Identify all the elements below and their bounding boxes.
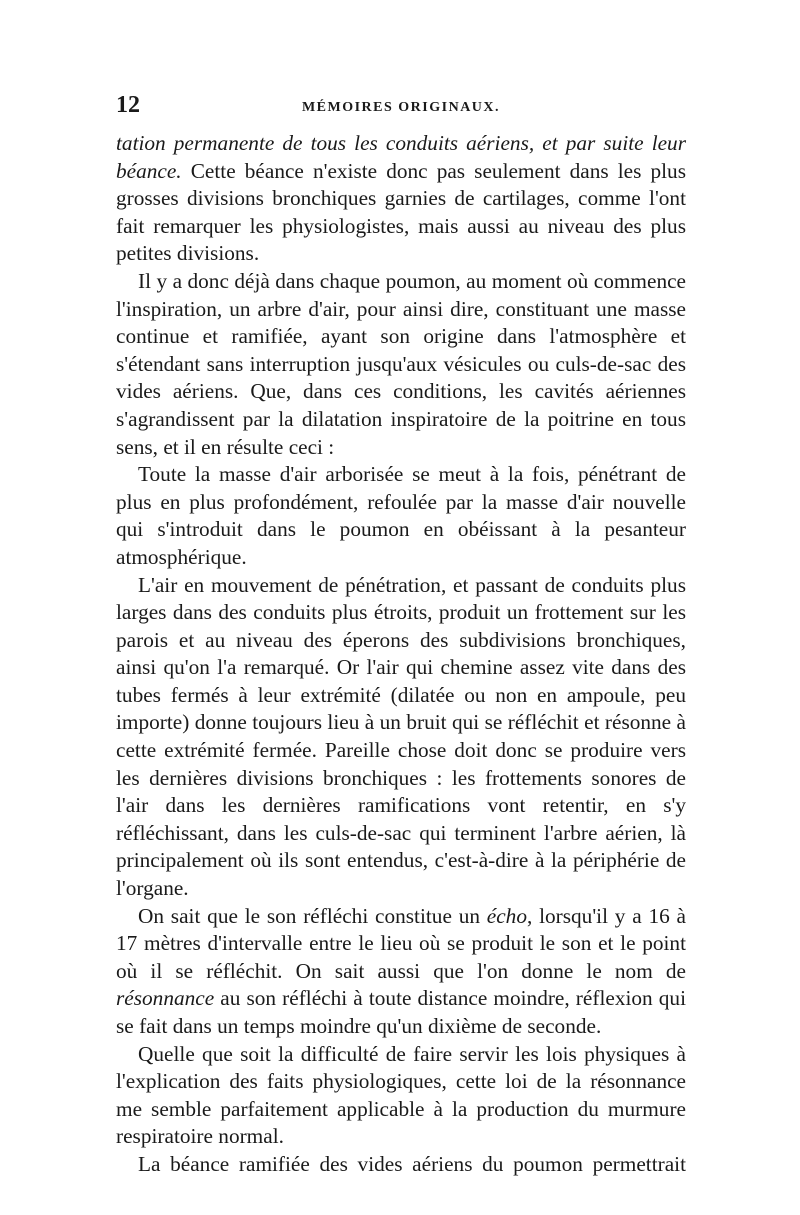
paragraph-text: On sait que le son réfléchi constitue un — [138, 903, 487, 928]
text-body — [116, 130, 686, 1179]
paragraph-5 — [116, 903, 686, 1041]
paragraph-1 — [116, 130, 686, 268]
running-head: MÉMOIRES ORIGINAUX. — [301, 100, 501, 115]
paragraph-4: L'air en mouvement de pénétration, et passant de conduits plus larges dans des conduits plus étroits, produit un frottement sur les parois et au niveau des éperons des subdivisions bronchiques, ainsi qu'on l'a remarqué. Or l'air qui chemine assez vite dans des tubes fermés à leur extrémité (dilatée ou non en ampoule, peu importe) donne toujours lieu à un bruit qui se réfléchit et résonne à cette extrémité fermée. Pareille chose doit donc se produire vers les dernières divisions bronchiques : les frottements sonores de l'air dans les dernières ramifications vont retentir, en s'y réfléchissant, dans les culs-de-sac qui terminent l'arbre aérien, là principalement où ils sont entendus, c'est-à-dire à la périphérie de l'organe. — [116, 572, 686, 901]
paragraph-text: , lorsqu'il y a 16 à 17 mètres d'intervalle entre le lieu où se produit le son et le point où il se réfléchit. On sait aussi que l'on donne le nom de — [116, 903, 686, 983]
paragraph-6: Quelle que soit la difficulté de faire servir les lois physiques à l'explication des faits physiologiques, cette loi de la résonnance me semble parfaitement applicable à la production du murmure respiratoire normal. — [116, 1041, 686, 1149]
paragraph-7: La béance ramifiée des vides aériens du poumon permettrait — [138, 1151, 686, 1176]
page-header — [116, 92, 686, 122]
italic-term-resonnance: résonnance — [116, 986, 215, 1011]
page-number: 12 — [116, 92, 140, 118]
paragraph-2: Il y a donc déjà dans chaque poumon, au moment où commence l'inspiration, un arbre d'air, pour ainsi dire, constituant une masse continue et ramifiée, ayant son origine dans l'atmosphère et s'étendant sans interruption jusqu'aux vésicules ou culs-de-sac des vides aériens. Que, dans ces conditions, les cavités aériennes s'agrandissent par la dilatation inspiratoire de la poitrine en tous sens, et il en résulte ceci : — [116, 268, 686, 459]
paragraph-text: Cette béance n'existe donc pas seulement dans les plus grosses divisions bronchiques garnies de cartilages, comme l'ont fait remarquer les physiologistes, mais aussi au niveau des plus petites divisions. — [116, 158, 686, 266]
italic-lead: tation permanente de tous les conduits aériens, et par suite leur béance. — [116, 131, 686, 183]
paragraph-text: au son réfléchi à toute distance moindre, réflexion qui se fait dans un temps moindre qu'un dixième de seconde. — [116, 986, 686, 1038]
italic-term-echo: écho — [486, 903, 527, 928]
paragraph-3: Toute la masse d'air arborisée se meut à la fois, pénétrant de plus en plus profondément, refoulée par la masse d'air nouvelle qui s'introduit dans le poumon en obéissant à la pesanteur atmosphérique. — [116, 462, 686, 569]
